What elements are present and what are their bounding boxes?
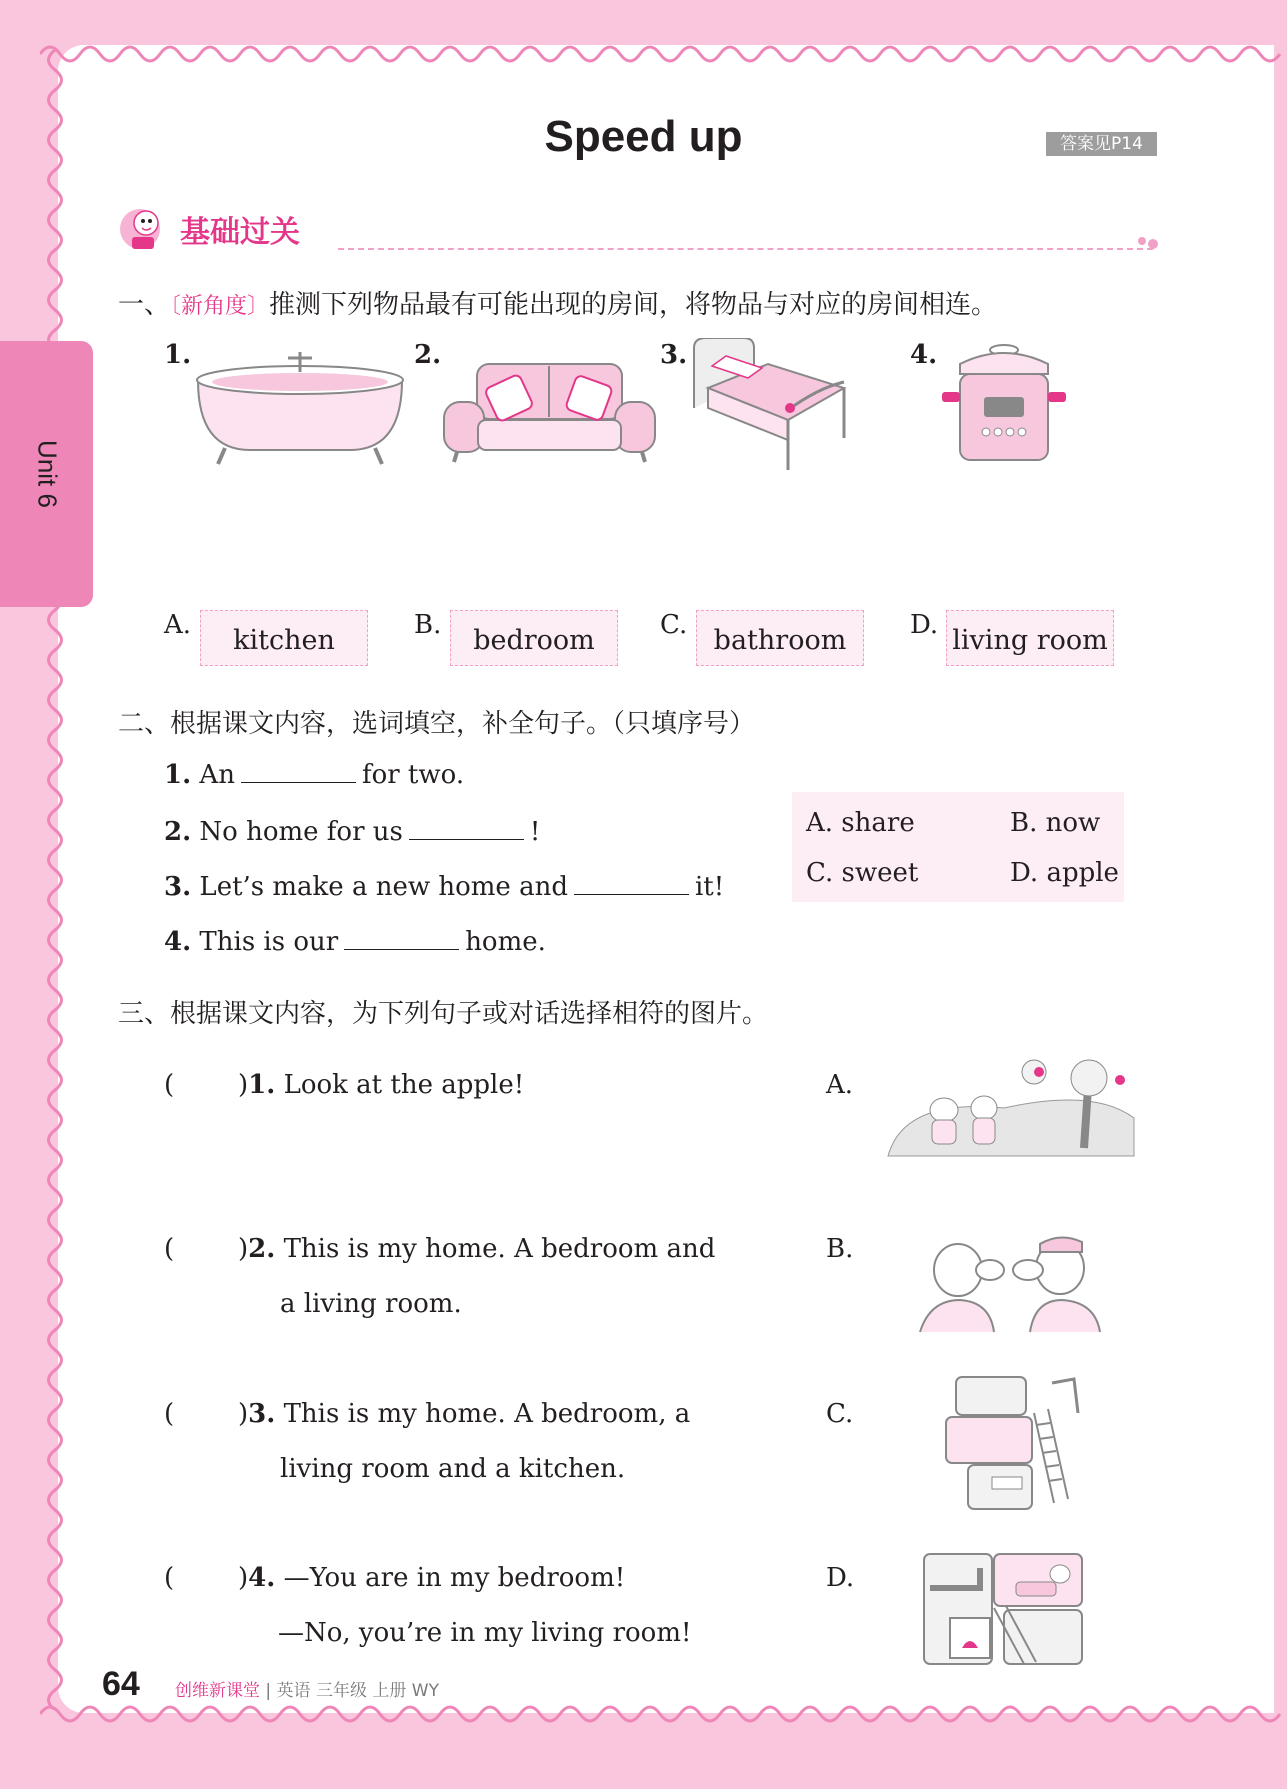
divider-dot <box>1138 237 1146 245</box>
two-characters-icon <box>910 1230 1110 1334</box>
sentence-text: for two. <box>361 760 465 790</box>
item-line: Look at the apple! <box>283 1070 525 1100</box>
q2-sentence <box>164 760 464 790</box>
item-line: —You are in my bedroom! <box>283 1563 626 1593</box>
section-header <box>118 203 1163 253</box>
sentence-text: it! <box>694 872 725 902</box>
room-letter: B. <box>414 610 442 640</box>
sentence-text: ! <box>529 817 541 847</box>
q1-prefix: 一、 <box>118 290 171 320</box>
answer-blank[interactable] <box>241 762 356 783</box>
item-line-2: —No, you’re in my living room! <box>278 1618 692 1648</box>
q1-tag: 〔新角度〕 <box>170 294 270 319</box>
sofa-icon <box>442 362 657 464</box>
item-number: 4. <box>248 1563 276 1593</box>
footer-info: 创维新课堂 | 英语 三年级 上册 WY <box>175 1681 439 1701</box>
q2-sentence <box>164 927 546 957</box>
answer-paren-open: ( <box>164 1234 175 1264</box>
word-option: C. sweet <box>806 858 919 888</box>
q2-heading: 二、根据课文内容，选词填空，补全句子。（只填序号） <box>118 709 756 739</box>
left-wave-border <box>40 50 70 1710</box>
room-letter: D. <box>910 610 939 640</box>
sentence-number: 3. <box>164 872 192 902</box>
footer-brand: 创维新课堂 <box>175 1681 260 1701</box>
q3-heading: 三、根据课文内容，为下列句子或对话选择相符的图片。 <box>118 999 769 1029</box>
q3-item <box>238 1234 715 1264</box>
page-number: 64 <box>102 1665 140 1703</box>
q1-heading <box>118 284 997 321</box>
q1-item-number: 2. <box>414 340 442 370</box>
answer-paren-close: ) <box>238 1563 249 1593</box>
q3-item <box>238 1070 524 1100</box>
divider-dot <box>1148 239 1158 249</box>
room-letter: C. <box>660 610 688 640</box>
room-option-living-room[interactable]: living room <box>946 610 1114 666</box>
page-title: Speed up <box>544 112 743 161</box>
apple-tree-scene-icon <box>884 1058 1136 1158</box>
sentence-text: Let’s make a new home and <box>199 872 568 902</box>
sentence-number: 2. <box>164 817 192 847</box>
sentence-text: This is our <box>199 927 339 957</box>
house-interior-icon <box>920 1548 1086 1670</box>
word-option: A. share <box>806 808 915 838</box>
top-wave-border <box>40 40 1287 68</box>
answer-paren-open: ( <box>164 1070 175 1100</box>
unit-tab <box>0 341 93 607</box>
mascot-icon <box>118 205 168 251</box>
sentence-number: 4. <box>164 927 192 957</box>
word-option: B. now <box>1010 808 1101 838</box>
footer-details: 英语 三年级 上册 WY <box>276 1681 439 1701</box>
word-bank <box>792 792 1124 902</box>
sentence-text: home. <box>465 927 546 957</box>
bathtub-icon <box>190 350 410 468</box>
q1-item-number: 3. <box>660 340 688 370</box>
q1-instruction: 推测下列物品最有可能出现的房间，将物品与对应的房间相连。 <box>269 290 998 320</box>
picture-letter: A. <box>826 1070 854 1100</box>
item-line-2: a living room. <box>280 1289 462 1319</box>
bed-icon <box>688 338 852 474</box>
word-option: D. apple <box>1010 858 1119 888</box>
sentence-text: No home for us <box>199 817 403 847</box>
item-number: 3. <box>248 1399 276 1429</box>
section-label: 基础过关 <box>180 215 300 250</box>
room-option-kitchen[interactable]: kitchen <box>200 610 368 666</box>
picture-letter: C. <box>826 1399 854 1429</box>
unit-tab-label: Unit 6 <box>32 440 62 508</box>
q2-sentence <box>164 817 540 847</box>
sentence-number: 1. <box>164 760 192 790</box>
answer-paren-close: ) <box>238 1070 249 1100</box>
three-room-house-icon <box>944 1373 1084 1513</box>
answer-blank[interactable] <box>344 929 459 950</box>
answer-blank[interactable] <box>574 874 689 895</box>
answer-paren-open: ( <box>164 1399 175 1429</box>
q3-item <box>238 1563 625 1593</box>
answer-paren-close: ) <box>238 1399 249 1429</box>
bottom-wave-border <box>40 1700 1287 1728</box>
room-option-bedroom[interactable]: bedroom <box>450 610 618 666</box>
rice-cooker-icon <box>938 342 1070 468</box>
item-number: 1. <box>248 1070 276 1100</box>
item-number: 2. <box>248 1234 276 1264</box>
section-divider <box>338 248 1153 250</box>
q1-item-number: 4. <box>910 340 938 370</box>
q1-item-number: 1. <box>164 340 192 370</box>
sentence-text: An <box>199 760 235 790</box>
answer-blank[interactable] <box>409 819 524 840</box>
q3-item <box>238 1399 690 1429</box>
item-line: This is my home. A bedroom, a <box>283 1399 691 1429</box>
answer-paren-close: ) <box>238 1234 249 1264</box>
room-option-bathroom[interactable]: bathroom <box>696 610 864 666</box>
picture-letter: D. <box>826 1563 855 1593</box>
picture-letter: B. <box>826 1234 854 1264</box>
answer-paren-open: ( <box>164 1563 175 1593</box>
room-letter: A. <box>164 610 192 640</box>
item-line: This is my home. A bedroom and <box>283 1234 716 1264</box>
q2-sentence <box>164 872 724 902</box>
answer-reference: 答案见P14 <box>1046 132 1157 156</box>
item-line-2: living room and a kitchen. <box>280 1454 626 1484</box>
